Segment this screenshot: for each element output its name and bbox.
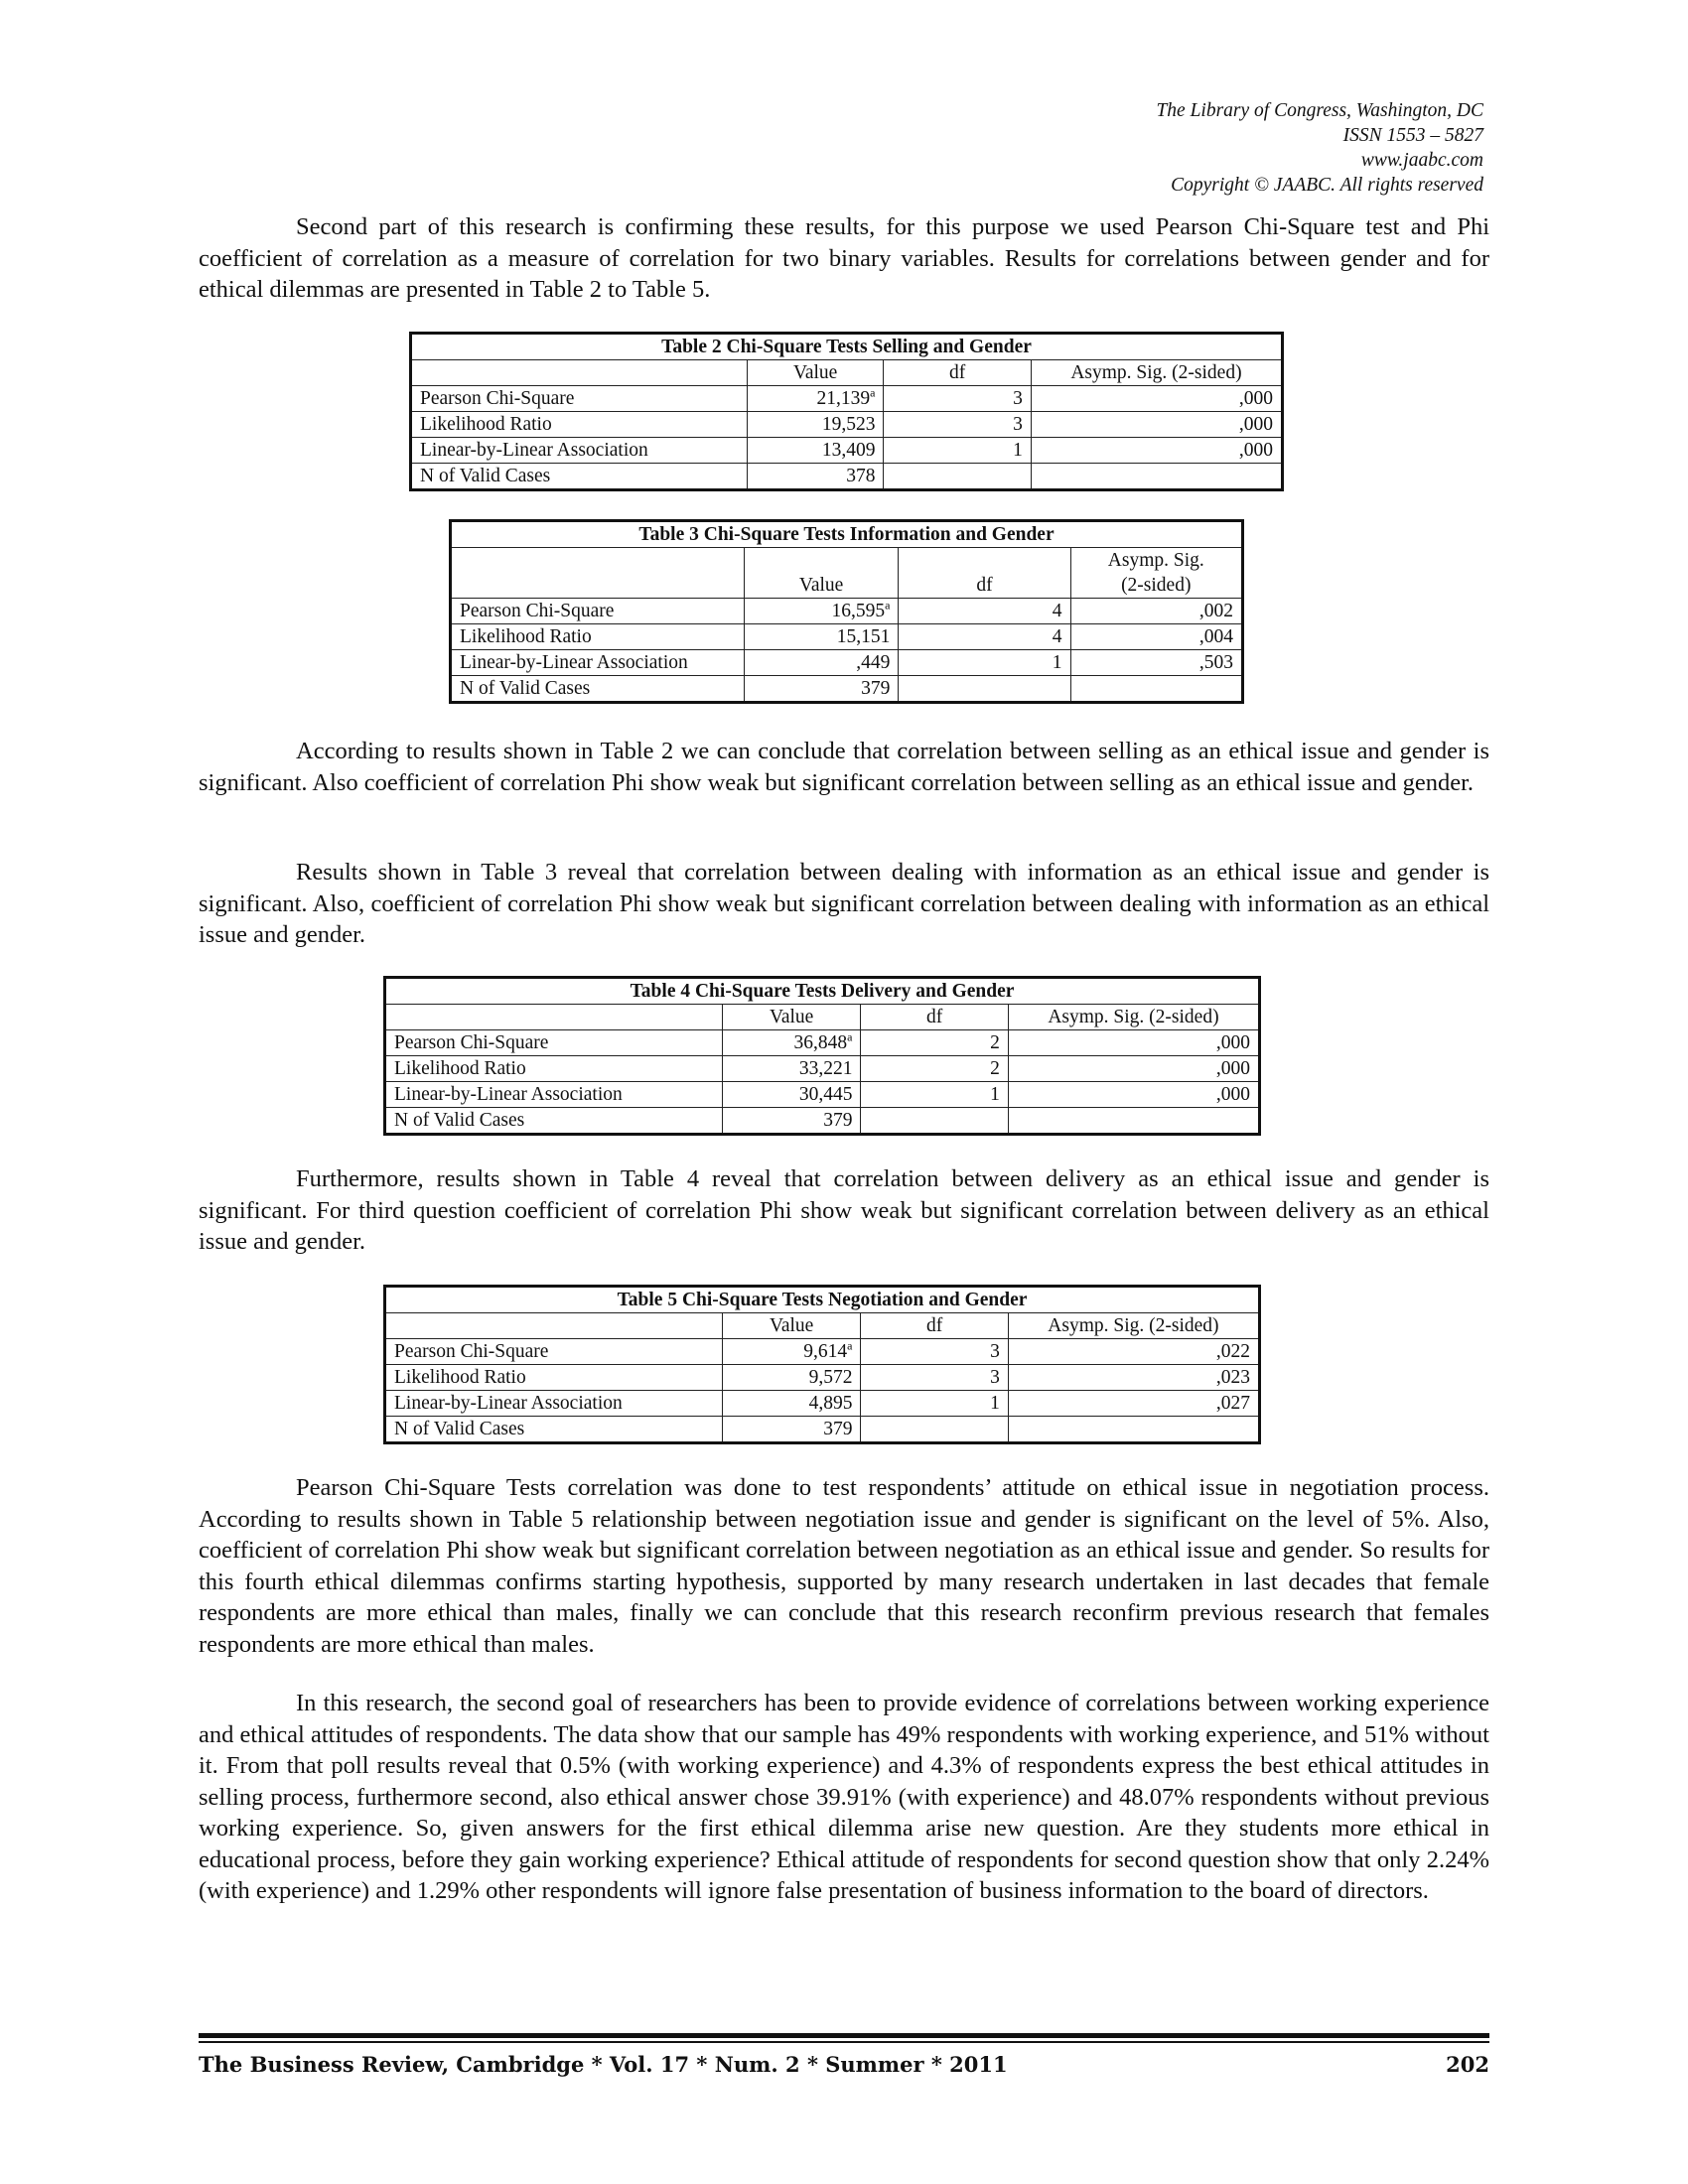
table-3-col-value: Value bbox=[744, 548, 899, 599]
table-4-col-value: Value bbox=[722, 1005, 861, 1030]
table-3-caption: Table 3 Chi-Square Tests Information and Gender bbox=[451, 521, 1243, 548]
cell-df: 3 bbox=[884, 386, 1031, 412]
table-3-col-sig-line2: (2-sided) bbox=[1070, 573, 1242, 599]
row-label: Linear-by-Linear Association bbox=[411, 438, 748, 464]
cell-sig bbox=[1031, 464, 1282, 490]
cell-df: 4 bbox=[899, 599, 1070, 624]
cell-sig: ,000 bbox=[1008, 1082, 1259, 1108]
table-5-col-value: Value bbox=[722, 1313, 861, 1339]
cell-value: 19,523 bbox=[747, 412, 884, 438]
cell-df: 3 bbox=[861, 1339, 1008, 1365]
cell-value: 16,595$^a$ bbox=[744, 599, 899, 624]
row-label: Linear-by-Linear Association bbox=[451, 650, 745, 676]
table-4-col-df: df bbox=[861, 1005, 1008, 1030]
paragraph-table5-result-text: Pearson Chi-Square Tests correlation was done to test respondents’ attitude on ethical issue in negotiation process. According to results shown in Table 5 relationship between negotiation issue and gender is significant on the level of 5%. Also, coefficient of correlation Phi show weak but significant correlation between negotiation as an ethical issue and gender. So results for this fourth ethical dilemmas confirms starting hypothesis, supported by many research undertaken in last decades that female respondents are more ethical than males, finally we can conclude that this research reconfirm previous research that females respondents are more ethical than males. bbox=[199, 1474, 1489, 1658]
table-row bbox=[411, 464, 1283, 490]
table-4 bbox=[383, 976, 1261, 1136]
table-row bbox=[451, 650, 1243, 676]
row-label: Likelihood Ratio bbox=[385, 1056, 723, 1082]
cell-sig: ,000 bbox=[1031, 438, 1282, 464]
row-label: Pearson Chi-Square bbox=[451, 599, 745, 624]
cell-value: 379 bbox=[744, 676, 899, 703]
table-row bbox=[451, 599, 1243, 624]
page-number: 202 bbox=[1446, 2052, 1489, 2077]
table-row bbox=[451, 676, 1243, 703]
cell-df: 3 bbox=[884, 412, 1031, 438]
row-label: Likelihood Ratio bbox=[411, 412, 748, 438]
table-2-caption: Table 2 Chi-Square Tests Selling and Gender bbox=[411, 334, 1283, 360]
cell-sig bbox=[1008, 1417, 1259, 1443]
cell-value: 13,409 bbox=[747, 438, 884, 464]
cell-df: 1 bbox=[884, 438, 1031, 464]
paragraph-table3-result-text: Results shown in Table 3 reveal that correlation between dealing with information as an ethical issue and gender is significant. Also, coefficient of correlation Phi show weak but significant correlation between dealing with information as an ethical issue and gender. bbox=[199, 859, 1489, 948]
cell-value: 21,139$^a$ bbox=[747, 386, 884, 412]
row-label: N of Valid Cases bbox=[385, 1108, 723, 1135]
table-row bbox=[385, 1339, 1260, 1365]
footer-rule-thin bbox=[199, 2041, 1489, 2043]
table-2-col-df: df bbox=[884, 360, 1031, 386]
cell-df: 1 bbox=[899, 650, 1070, 676]
row-label: Likelihood Ratio bbox=[451, 624, 745, 650]
footnote-marker: a bbox=[870, 385, 876, 400]
cell-value: 30,445 bbox=[722, 1082, 861, 1108]
cell-sig: ,000 bbox=[1008, 1056, 1259, 1082]
table-3-col-sig-line1: Asymp. Sig. bbox=[1070, 548, 1242, 574]
cell-sig bbox=[1070, 676, 1242, 703]
row-label: Linear-by-Linear Association bbox=[385, 1391, 723, 1417]
table-4-col-sig: Asymp. Sig. (2-sided) bbox=[1008, 1005, 1259, 1030]
cell-value: 33,221 bbox=[722, 1056, 861, 1082]
table-row bbox=[385, 1082, 1260, 1108]
row-label: Pearson Chi-Square bbox=[385, 1030, 723, 1056]
footer-rule-thick bbox=[199, 2033, 1489, 2038]
cell-sig: ,000 bbox=[1031, 386, 1282, 412]
header-line-1: The Library of Congress, Washington, DC bbox=[1156, 100, 1483, 121]
cell-sig: ,027 bbox=[1008, 1391, 1259, 1417]
cell-df: 1 bbox=[861, 1082, 1008, 1108]
table-row bbox=[385, 1365, 1260, 1391]
paragraph-table2-result bbox=[199, 736, 1489, 798]
header-line-3: www.jaabc.com bbox=[1360, 150, 1483, 171]
paragraph-table3-result bbox=[199, 857, 1489, 951]
cell-sig: ,023 bbox=[1008, 1365, 1259, 1391]
journal-citation: The Business Review, Cambridge * Vol. 17 * Num. 2 * Summer * 2011 bbox=[199, 2052, 1008, 2077]
table-5-col-sig: Asymp. Sig. (2-sided) bbox=[1008, 1313, 1259, 1339]
cell-value: 4,895 bbox=[722, 1391, 861, 1417]
table-5-col-df: df bbox=[861, 1313, 1008, 1339]
table-3-corner bbox=[451, 548, 745, 599]
page-footer bbox=[199, 2052, 1489, 2077]
footnote-marker: a bbox=[847, 1338, 853, 1353]
table-5-caption: Table 5 Chi-Square Tests Negotiation and Gender bbox=[385, 1287, 1260, 1313]
cell-value: 379 bbox=[722, 1108, 861, 1135]
cell-df: 3 bbox=[861, 1365, 1008, 1391]
cell-df bbox=[884, 464, 1031, 490]
table-row bbox=[411, 438, 1283, 464]
table-5 bbox=[383, 1285, 1261, 1444]
cell-sig: ,000 bbox=[1031, 412, 1282, 438]
table-row bbox=[385, 1108, 1260, 1135]
table-2-col-sig: Asymp. Sig. (2-sided) bbox=[1031, 360, 1282, 386]
table-row bbox=[411, 412, 1283, 438]
cell-df bbox=[861, 1417, 1008, 1443]
cell-df: 4 bbox=[899, 624, 1070, 650]
cell-value: 9,572 bbox=[722, 1365, 861, 1391]
cell-value: 9,614$^a$ bbox=[722, 1339, 861, 1365]
cell-sig: ,022 bbox=[1008, 1339, 1259, 1365]
row-label: Pearson Chi-Square bbox=[411, 386, 748, 412]
row-label: N of Valid Cases bbox=[385, 1417, 723, 1443]
table-3 bbox=[449, 519, 1244, 704]
paragraph-intro-text: Second part of this research is confirming these results, for this purpose we used Pearson Chi-Square test and Phi coefficient of correlation as a measure of correlation for two binary variables. Results for correlations between gender and for ethical dilemmas are presented in Table 2 to Table 5. bbox=[199, 213, 1489, 303]
cell-value: ,449 bbox=[744, 650, 899, 676]
row-label: Likelihood Ratio bbox=[385, 1365, 723, 1391]
cell-df: 2 bbox=[861, 1030, 1008, 1056]
table-2-corner bbox=[411, 360, 748, 386]
row-label: N of Valid Cases bbox=[451, 676, 745, 703]
row-label: Pearson Chi-Square bbox=[385, 1339, 723, 1365]
paragraph-table4-result bbox=[199, 1163, 1489, 1258]
table-row bbox=[411, 386, 1283, 412]
table-5-corner bbox=[385, 1313, 723, 1339]
paragraph-table2-result-text: According to results shown in Table 2 we can conclude that correlation between selling as an ethical issue and gender is significant. Also coefficient of correlation Phi show weak but significant correlation between selling as an ethical issue and gender. bbox=[199, 738, 1489, 796]
cell-df: 1 bbox=[861, 1391, 1008, 1417]
footnote-marker: a bbox=[847, 1029, 853, 1044]
cell-df bbox=[899, 676, 1070, 703]
cell-df bbox=[861, 1108, 1008, 1135]
cell-sig: ,503 bbox=[1070, 650, 1242, 676]
cell-sig: ,004 bbox=[1070, 624, 1242, 650]
table-4-caption: Table 4 Chi-Square Tests Delivery and Gender bbox=[385, 978, 1260, 1005]
table-row bbox=[385, 1056, 1260, 1082]
table-3-col-df: df bbox=[899, 548, 1070, 599]
table-2 bbox=[409, 332, 1284, 491]
row-label: Linear-by-Linear Association bbox=[385, 1082, 723, 1108]
table-row bbox=[385, 1030, 1260, 1056]
row-label: N of Valid Cases bbox=[411, 464, 748, 490]
cell-value: 36,848$^a$ bbox=[722, 1030, 861, 1056]
cell-value: 15,151 bbox=[744, 624, 899, 650]
table-row bbox=[385, 1417, 1260, 1443]
cell-df: 2 bbox=[861, 1056, 1008, 1082]
paragraph-experience bbox=[199, 1688, 1489, 1907]
header-line-4: Copyright © JAABC. All rights reserved bbox=[1171, 175, 1483, 196]
cell-sig bbox=[1008, 1108, 1259, 1135]
header-line-2: ISSN 1553 – 5827 bbox=[1342, 125, 1483, 146]
cell-sig: ,000 bbox=[1008, 1030, 1259, 1056]
table-row bbox=[451, 624, 1243, 650]
cell-value: 378 bbox=[747, 464, 884, 490]
table-2-col-value: Value bbox=[747, 360, 884, 386]
paragraph-table4-result-text: Furthermore, results shown in Table 4 reveal that correlation between delivery as an ethical issue and gender is significant. For third question coefficient of correlation Phi show weak but significant correlation between delivery as an ethical issue and gender. bbox=[199, 1165, 1489, 1255]
table-row bbox=[385, 1391, 1260, 1417]
cell-value: 379 bbox=[722, 1417, 861, 1443]
footnote-marker: a bbox=[885, 598, 891, 613]
paragraph-experience-text: In this research, the second goal of researchers has been to provide evidence of correlations between working experience and ethical attitudes of respondents. The data show that our sample has 49% respondents with working experience, and 51% without it. From that poll results reveal that 0.5% (with working experience) and 4.3% of respondents express the best ethical attitudes in selling process, furthermore second, also ethical answer chose 39.91% (with experience) and 48.07% respondents without previous working experience. So, given answers for the first ethical dilemma arise new question. Are they students more ethical in educational process, before they gain working experience? Ethical attitude of respondents for second question show that only 2.24% (with experience) and 1.29% other respondents will ignore false presentation of business information to the board of directors. bbox=[199, 1690, 1489, 1904]
cell-sig: ,002 bbox=[1070, 599, 1242, 624]
paragraph-table5-result bbox=[199, 1472, 1489, 1660]
paragraph-intro bbox=[199, 211, 1489, 306]
running-header bbox=[1156, 98, 1483, 198]
table-4-corner bbox=[385, 1005, 723, 1030]
